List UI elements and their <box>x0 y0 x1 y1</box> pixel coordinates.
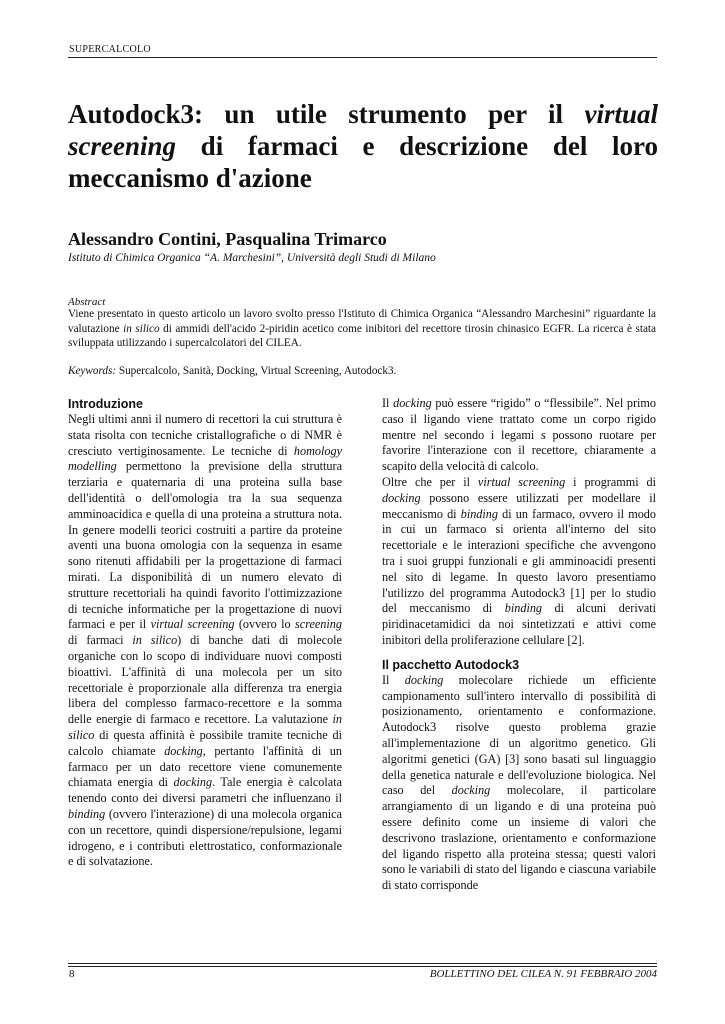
body-emphasis: docking <box>451 783 491 798</box>
body-text: di questa affinità è possibile tramite tecniche di calcolo chiamate <box>68 727 342 758</box>
body-emphasis: docking <box>393 396 432 410</box>
running-head: SUPERCALCOLO <box>69 44 151 55</box>
left-column <box>68 396 342 870</box>
body-text: i programmi di <box>565 474 656 489</box>
title-text: di farmaci e descrizione del loro meccanismo d'azione <box>68 131 658 193</box>
body-emphasis: docking <box>164 743 203 758</box>
body-text: (ovvero l'interazione) di una molecola organica con un recettore, quindi dispersione/repulsione, legami idrogeno, e i contributi elettrostatico, conformazionale e di solvatazione. <box>68 806 342 869</box>
authors: Alessandro Contini, Pasqualina Trimarco <box>68 229 387 249</box>
body-emphasis: docking <box>404 672 444 687</box>
body-emphasis: screening <box>295 617 342 632</box>
keywords <box>68 365 396 377</box>
autodock-paragraph <box>382 673 656 894</box>
abstract-text: di ammidi dell'acido 2-piridin acetico come inibitori del recettore tirosin chinasico EGFR. La ricerca è stata sviluppata utilizzando i supercalcolatori del CILEA. <box>68 322 656 349</box>
body-text: Negli ultimi anni il numero di recettori la cui struttura è stata risolta con tecniche cristallografiche o di NMR è cresciuto vertiginosamente. Le tecniche di <box>68 412 342 458</box>
body-text: permettono la previsione della struttura terziaria e quaternaria di una proteina sulla base dell'identità o dell'omologia tra la sua sequenza amminoacidica e quella di una proteina a struttura nota. In genere modelli teorici costruiti a partire da proteine aventi una buona omologia con la sequenza in esame sono ritenuti affidabili per la progettazione di farmaci mirati. La disponibilità di un numero elevato di strutture recettoriali ha quindi favorito l'ottimizzazione di tecniche informatiche per la progettazione di nuovi farmaci e per il <box>68 459 342 632</box>
keywords-label: Keywords: <box>68 365 117 377</box>
body-text: Oltre che per il <box>382 474 478 489</box>
body-text: . Tale energia è calcolata tenendo conto dei diversi parametri che influenzano il <box>68 775 342 806</box>
body-text: , pertanto l'affinità di un farmaco per un dato recettore viene comunemente chiamata energia di <box>68 743 342 790</box>
keywords-text: Supercalcolo, Sanità, Docking, Virtual Screening, Autodock3. <box>116 365 397 377</box>
body-emphasis: binding <box>504 601 543 616</box>
title-emphasis: virtual screening <box>68 99 658 161</box>
body-emphasis: virtual screening <box>150 617 235 632</box>
body-text: Il <box>382 396 394 410</box>
abstract-text: Viene presentato in questo articolo un lavoro svolto presso l'Istituto di Chimica Organica “Alessandro Marchesini” riguardante la valutazione <box>68 308 656 335</box>
body-emphasis: in silico <box>132 633 178 648</box>
page-number: 8 <box>69 968 75 980</box>
article-title <box>68 98 658 194</box>
body-text: di farmaci <box>68 633 133 648</box>
abstract-label: Abstract <box>68 296 106 308</box>
abstract-body <box>68 307 656 351</box>
journal-footer: BOLLETTINO DEL CILEA N. 91 FEBBRAIO 2004 <box>429 968 657 980</box>
body-text: molecolare, il particolare arrangiamento di un ligando e di una proteina può essere definito come un insieme di valori che descrivono traslazione, orientamento e conformazione del ligando rispetto alla proteina stessa; questi valori sono le variabili di stato del ligando e ciascuna variabile di stato corrisponde <box>382 783 656 893</box>
body-emphasis: docking <box>173 775 213 790</box>
abstract-emphasis: in silico <box>123 322 160 335</box>
body-text: molecolare richiede un efficiente campionamento sull'intero intervallo di possibilità di posizionamento, orientamento e conformazione. Autodock3 risolve questo problema grazie all'implementazione di un algoritmo genetico. Gli algoritmi genetici (GA) [3] sono basati sul linguaggio della genetica naturale e dell'evoluzione biologica. Nel caso del <box>382 672 656 798</box>
docking-paragraph <box>382 396 656 475</box>
section-heading-introduzione: Introduzione <box>68 397 143 411</box>
affiliation: Istituto di Chimica Organica “A. Marchesini”, Università degli Studi di Milano <box>68 252 436 264</box>
body-text: può essere “rigido” o “flessibile”. Nel primo caso il ligando viene trattato come un corpo rigido mentre nel secondo i legami s possono ruotare per favorire l'interazione con il recettore, chiaramente a scapito della velocità di calcolo. <box>382 396 656 474</box>
section-heading-autodock3: Il pacchetto Autodock3 <box>382 657 520 672</box>
footer-rule <box>68 966 657 967</box>
body-text: di un farmaco, ovvero il modo in cui un farmaco si orienta all'interno del sito recettoriale e le interazioni specifiche che avvengono tra i suoi gruppi funzionali e gli amminoacidi presenti nel sito di legame. In questo lavoro presentiamo l'utilizzo del programma Autodock3 [1] per lo studio del meccanismo di <box>382 506 656 616</box>
body-text: possono essere utilizzati per modellare il meccanismo di <box>382 490 656 521</box>
footer-rule <box>68 963 657 964</box>
header-rule <box>68 57 657 58</box>
body-emphasis: in silico <box>68 712 342 742</box>
body-text: (ovvero lo <box>234 617 296 632</box>
body-emphasis: binding <box>68 806 106 821</box>
title-text: Autodock3: un utile strumento per il <box>68 99 585 129</box>
right-column <box>382 396 656 894</box>
body-text: ) di banche dati di molecole organiche con lo scopo di individuare nuovi composti bioattivi. L'affinità di una molecola per un sito recettoriale è proporzionale alla differenza tra energia libera del complesso farmaco-recettore e la somma delle energie di farmaco e recettore. La valutazione <box>68 633 342 727</box>
body-text: Il <box>382 672 405 687</box>
body-text: di alcuni derivati piridinacetamidici da noi sintetizzati e attivi come inibitori della proliferazione cellulare [2]. <box>382 601 656 647</box>
body-emphasis: virtual screening <box>477 474 566 489</box>
purpose-paragraph <box>382 475 656 649</box>
body-emphasis: binding <box>460 506 498 521</box>
body-emphasis: docking <box>382 490 421 505</box>
body-emphasis: homology modelling <box>68 443 342 474</box>
intro-paragraph <box>68 412 342 870</box>
